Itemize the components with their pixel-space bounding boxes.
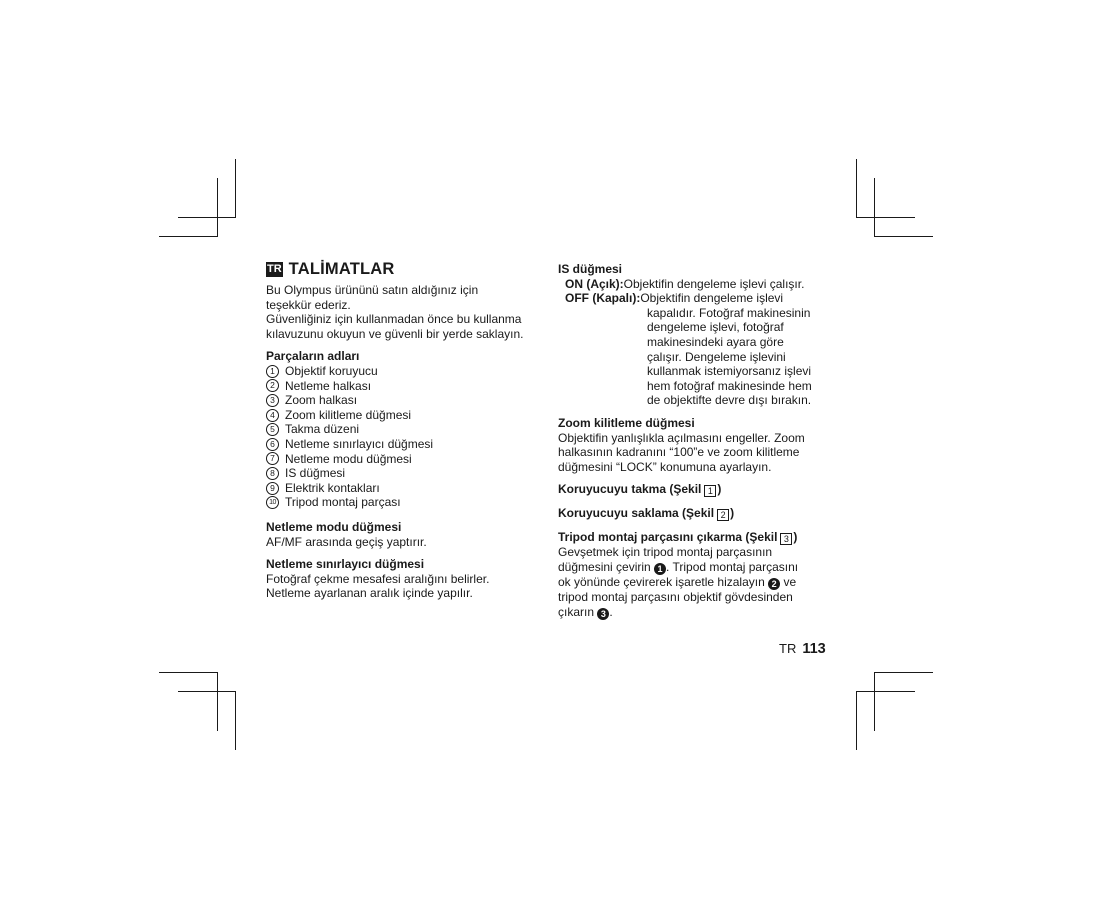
crop-mark: [178, 217, 236, 218]
figure-number: 2: [717, 509, 729, 521]
intro-line: Güvenliğiniz için kullanmadan önce bu kullanma: [266, 312, 522, 327]
intro-line: Bu Olympus ürününü satın aldığınız için: [266, 283, 479, 297]
part-item: [266, 495, 551, 510]
part-item: [266, 481, 551, 496]
tripod-text-part: ve: [780, 574, 797, 589]
crop-mark: [874, 178, 875, 237]
part-item: [266, 437, 551, 452]
intro-line: kılavuzunu okuyun ve güvenli bir yerde saklayın.: [266, 326, 524, 341]
part-label: Netleme halkası: [285, 378, 372, 393]
store-hood-title: Koruyucuyu saklama (Şekil: [558, 506, 715, 521]
zoom-lock-heading: Zoom kilitleme düğmesi: [558, 415, 695, 430]
is-off-desc-line: hem fotoğraf makinesinde hem: [647, 378, 812, 393]
paren: ): [730, 506, 735, 521]
crop-mark: [856, 159, 857, 218]
focus-mode-section: [266, 520, 551, 549]
figure-number: 1: [704, 485, 716, 497]
right-column: [558, 262, 833, 628]
tripod-section: [558, 530, 833, 619]
circled-number: 5: [266, 423, 279, 436]
zoom-lock-text: halkasının kadranını “100”e ve zoom kilitleme: [558, 445, 800, 460]
step-number: 1: [654, 563, 666, 575]
title-row: [266, 262, 551, 277]
circled-number: 2: [266, 379, 279, 392]
crop-mark: [217, 178, 218, 237]
circled-number: 3: [266, 394, 279, 407]
is-switch-heading: IS düğmesi: [558, 262, 623, 276]
is-off-desc-line: dengeleme işlevi, fotoğraf: [647, 320, 784, 335]
crop-mark: [874, 236, 933, 237]
crop-mark: [874, 672, 933, 673]
crop-mark: [235, 691, 236, 750]
circled-number: 10: [266, 496, 279, 509]
is-off-desc-line: kapalıdır. Fotoğraf makinesinin: [647, 305, 811, 320]
crop-mark: [178, 691, 236, 692]
is-on-option: [558, 277, 833, 292]
zoom-lock-section: [558, 416, 833, 474]
crop-mark: [159, 672, 218, 673]
focus-limiter-section: [266, 557, 551, 601]
circled-number: 1: [266, 365, 279, 378]
part-label: Elektrik kontakları: [285, 480, 380, 495]
crop-mark: [856, 691, 857, 750]
crop-mark: [217, 672, 218, 731]
part-item: [266, 408, 551, 423]
is-switch-section: [558, 262, 833, 408]
circled-number: 6: [266, 438, 279, 451]
tripod-heading: [558, 530, 833, 545]
footer-language: TR: [779, 641, 797, 656]
is-off-desc-line: çalışır. Dengeleme işlevini: [647, 349, 786, 364]
parts-section: [266, 349, 551, 510]
part-item: [266, 422, 551, 437]
intro-line: teşekkür ederiz.: [266, 297, 351, 312]
circled-number: 7: [266, 452, 279, 465]
page-number: 113: [802, 641, 826, 657]
part-label: Tripod montaj parçası: [285, 495, 401, 510]
focus-limiter-text: Fotoğraf çekme mesafesi aralığını belirler.: [266, 571, 490, 586]
part-label: Zoom kilitleme düğmesi: [285, 407, 412, 422]
circled-number: 4: [266, 409, 279, 422]
zoom-lock-text: Objektifin yanlışlıkla açılmasını engeller. Zoom: [558, 430, 805, 445]
tripod-text: tripod montaj parçasını objektif gövdesinden: [558, 589, 793, 604]
step-number: 2: [768, 578, 780, 590]
part-label: Netleme modu düğmesi: [285, 451, 412, 466]
parts-heading: Parçaların adları: [266, 349, 360, 364]
is-off-desc-line: de objektifte devre dışı bırakın.: [647, 393, 812, 408]
tripod-text-part: . Tripod montaj parçasını: [666, 559, 799, 574]
tripod-text-part: .: [609, 604, 613, 619]
store-hood-heading: [558, 506, 833, 521]
part-item: [266, 452, 551, 467]
is-off-desc: Objektifin dengeleme işlevi: [640, 291, 784, 306]
is-off-label: OFF (Kapalı):: [565, 291, 641, 306]
part-label: Takma düzeni: [285, 422, 360, 437]
zoom-lock-text: düğmesini “LOCK” konumuna ayarlayın.: [558, 459, 772, 474]
tripod-text-part: ok yönünde çevirerek işaretle hizalayın: [558, 574, 769, 589]
tripod-text: [558, 575, 833, 590]
focus-limiter-text: Netleme ayarlanan aralık içinde yapılır.: [266, 586, 473, 601]
attach-hood-title: Koruyucuyu takma (Şekil: [558, 482, 702, 497]
part-item: [266, 466, 551, 481]
paren: ): [717, 482, 722, 497]
crop-mark: [856, 217, 915, 218]
tripod-text: Gevşetmek için tripod montaj parçasının: [558, 545, 773, 560]
intro-text: [266, 283, 551, 341]
tripod-title: Tripod montaj parçasını çıkarma (Şekil: [558, 530, 778, 545]
figure-number: 3: [780, 533, 792, 545]
part-item: [266, 379, 551, 394]
part-item: [266, 393, 551, 408]
crop-mark: [235, 159, 236, 218]
paren: ): [793, 530, 798, 545]
step-number: 3: [597, 608, 609, 620]
page-title: TALİMATLAR: [288, 260, 395, 279]
crop-mark: [159, 236, 218, 237]
is-off-option: [558, 291, 833, 306]
tripod-text-part: düğmesini çevirin: [558, 559, 655, 574]
is-on-label: ON (Açık):: [565, 276, 624, 291]
attach-hood-heading: [558, 482, 833, 497]
circled-number: 9: [266, 482, 279, 495]
is-off-desc-line: makinesindeki ayara göre: [647, 334, 784, 349]
left-column: [266, 262, 551, 609]
is-on-desc: Objektifin dengeleme işlevi çalışır.: [623, 276, 805, 291]
tripod-text: [558, 605, 833, 620]
focus-mode-heading: Netleme modu düğmesi: [266, 519, 402, 534]
focus-limiter-heading: Netleme sınırlayıcı düğmesi: [266, 557, 425, 572]
part-label: IS düğmesi: [285, 466, 346, 481]
part-label: Netleme sınırlayıcı düğmesi: [285, 436, 434, 451]
focus-mode-text: AF/MF arasında geçiş yaptırır.: [266, 534, 427, 549]
page-footer: [779, 641, 826, 657]
part-item: [266, 364, 551, 379]
part-label: Objektif koruyucu: [285, 363, 378, 378]
tripod-text-part: çıkarın: [558, 604, 598, 619]
crop-mark: [856, 691, 915, 692]
language-badge: TR: [267, 263, 282, 275]
circled-number: 8: [266, 467, 279, 480]
crop-mark: [874, 672, 875, 731]
is-off-desc-line: kullanmak istemiyorsanız işlevi: [647, 364, 812, 379]
part-label: Zoom halkası: [285, 393, 358, 408]
tripod-text: [558, 560, 833, 575]
